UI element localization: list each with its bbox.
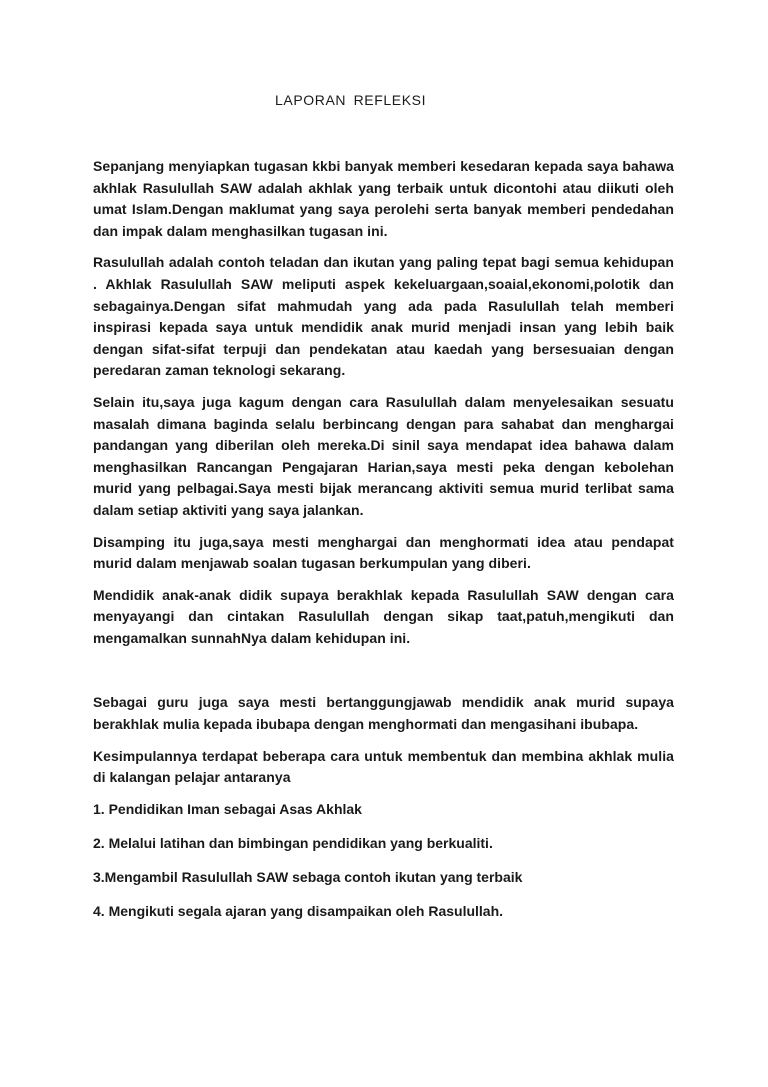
list-item-4: 4. Mengikuti segala ajaran yang disampaikan oleh Rasulullah. <box>93 902 504 919</box>
list-item-3: 3.Mengambil Rasulullah SAW sebaga contoh ikutan yang terbaik <box>93 868 523 885</box>
paragraph-2: Rasulullah adalah contoh teladan dan ikutan yang paling tepat bagi semua kehidupan . Akhlak Rasulullah SAW meliputi aspek kekeluargaan,soaial,ekonomi,polotik dan sebagainya.Dengan sifat mahmudah yang ada pada Rasulullah telah memberi inspirasi kepada saya untuk mendidik anak murid menjadi insan yang lebih baik dengan sifat-sifat terpuji dan pendekatan atau kaedah yang bersesuaian dengan peredaran zaman teknologi sekarang. <box>93 254 674 379</box>
paragraph-5: Mendidik anak-anak didik supaya berakhlak kepada Rasulullah SAW dengan cara menyayangi dan cintakan Rasulullah dengan sikap taat,patuh,mengikuti dan mengamalkan sunnahNya dalam kehidupan ini. <box>93 586 674 646</box>
paragraph-1: Sepanjang menyiapkan tugasan kkbi banyak memberi kesedaran kepada saya bahawa akhlak Rasulullah SAW adalah akhlak yang terbaik untuk dicontohi atau diikuti oleh umat Islam.Dengan maklumat yang saya perolehi serta banyak memberi pendedahan dan impak dalam menghasilkan tugasan ini. <box>93 158 674 239</box>
document-title: LAPORAN REFLEKSI <box>275 92 427 108</box>
document-body <box>93 156 674 935</box>
paragraph-6: Sebagai guru juga saya mesti bertanggungjawab mendidik anak murid supaya berakhlak mulia kepada ibubapa dengan menghormati dan mengasihani ibubapa. <box>93 694 674 733</box>
list-item-2: 2. Melalui latihan dan bimbingan pendidikan yang berkualiti. <box>93 834 493 851</box>
list-item-1: 1. Pendidikan Iman sebagai Asas Akhlak <box>93 800 362 817</box>
paragraph-3: Selain itu,saya juga kagum dengan cara Rasulullah dalam menyelesaikan sesuatu masalah dimana baginda selalu berbincang dengan para sahabat dan menghargai pandangan yang diberilan oleh mereka.Di sinil saya mendapat idea bahawa dalam menghasilkan Rancangan Pengajaran Harian,saya mesti peka dengan kebolehan murid yang pelbagai.Saya mesti bijak merancang aktiviti semua murid terlibat sama dalam setiap aktiviti yang saya jalankan. <box>93 393 674 518</box>
blank-space <box>93 659 674 692</box>
paragraph-7: Kesimpulannya terdapat beberapa cara untuk membentuk dan membina akhlak mulia di kalangan pelajar antaranya <box>93 747 674 786</box>
paragraph-4: Disamping itu juga,saya mesti menghargai dan menghormati idea atau pendapat murid dalam menjawab soalan tugasan berkumpulan yang diberi. <box>93 533 674 572</box>
